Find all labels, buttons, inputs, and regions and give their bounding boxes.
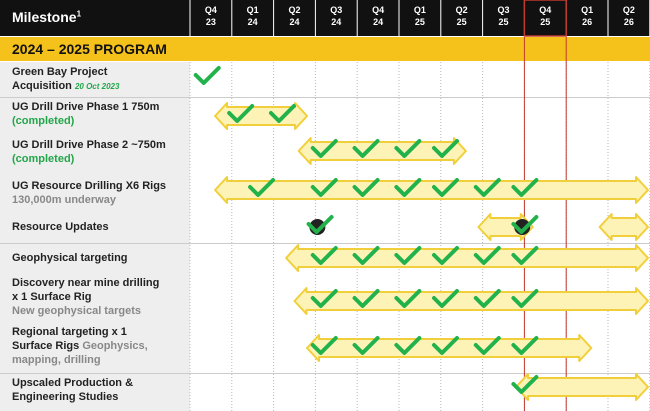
row-label-text: Upscaled Production & xyxy=(12,377,134,389)
row-label-status: (completed) xyxy=(12,153,75,165)
quarter-name: Q3 xyxy=(330,5,343,15)
timeline-arrow xyxy=(295,288,649,314)
row-label-text: Discovery near mine drilling xyxy=(12,277,160,289)
timeline-arrow xyxy=(286,245,648,271)
row-label-text: Engineering Studies xyxy=(12,391,119,403)
row-label-sub: mapping, drilling xyxy=(12,354,101,366)
quarter-name: Q4 xyxy=(372,5,385,15)
quarter-name: Q2 xyxy=(288,5,301,15)
row-label-text: Regional targeting x 1 xyxy=(12,326,127,338)
row-label-text: UG Resource Drilling X6 Rigs xyxy=(12,180,167,192)
timeline-arrow xyxy=(215,177,648,203)
quarter-name: Q1 xyxy=(246,5,259,15)
quarter-year: 24 xyxy=(373,17,384,27)
quarter-name: Q2 xyxy=(455,5,468,15)
quarter-name: Q4 xyxy=(539,5,552,15)
quarter-name: Q1 xyxy=(581,5,594,15)
row-label-text: Resource Updates xyxy=(12,221,109,233)
row-label-text: UG Drill Drive Phase 2 ~750m xyxy=(12,139,166,151)
quarter-year: 24 xyxy=(331,17,342,27)
quarter-year: 26 xyxy=(582,17,593,27)
program-title: 2024 – 2025 PROGRAM xyxy=(12,41,167,57)
quarter-year: 25 xyxy=(414,17,425,27)
quarter-year: 24 xyxy=(289,17,300,27)
milestone-label: Milestone xyxy=(12,9,77,25)
row-label-text: UG Drill Drive Phase 1 750m xyxy=(12,101,160,113)
row-label-text: Acquisition xyxy=(12,80,72,92)
row-label-status: (completed) xyxy=(12,115,75,127)
checkmark-icon xyxy=(196,68,219,83)
quarter-year: 26 xyxy=(623,17,634,27)
quarter-year: 25 xyxy=(540,17,551,27)
row-label-text: Surface Rigs xyxy=(12,340,80,352)
row-label-sub: Geophysics, xyxy=(82,340,148,352)
quarter-name: Q3 xyxy=(497,5,510,15)
row-label-sub: 130,000m underway xyxy=(12,194,116,206)
row-label-text: x 1 Surface Rig xyxy=(12,291,92,303)
quarter-year: 23 xyxy=(205,17,216,27)
quarter-name: Q4 xyxy=(204,5,217,15)
row-label-date: 20 Oct 2023 xyxy=(74,82,120,91)
quarter-year: 25 xyxy=(498,17,509,27)
row-label-text: Geophysical targeting xyxy=(12,252,128,264)
quarter-name: Q2 xyxy=(622,5,635,15)
current-quarter-outline xyxy=(524,0,566,36)
milestone-superscript: 1 xyxy=(76,9,82,19)
timeline-arrow xyxy=(600,214,648,240)
quarter-year: 25 xyxy=(456,17,467,27)
quarter-year: 24 xyxy=(247,17,258,27)
quarter-name: Q1 xyxy=(413,5,426,15)
row-label-sub: New geophysical targets xyxy=(12,305,141,317)
row-label-text: Green Bay Project xyxy=(12,66,108,78)
